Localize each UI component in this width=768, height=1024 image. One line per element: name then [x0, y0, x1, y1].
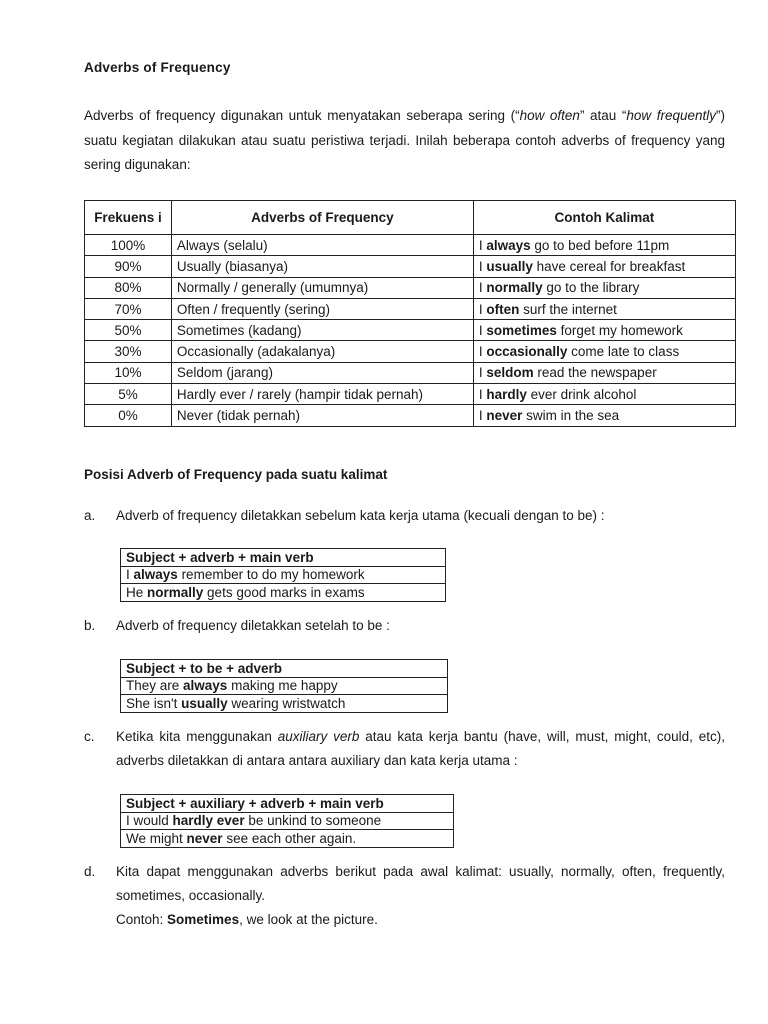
rule-example [121, 584, 446, 602]
example-cell [473, 320, 735, 341]
example-cell [473, 256, 735, 277]
example-bold: always [133, 567, 178, 583]
example-text: She isn't [126, 695, 182, 711]
list-item-text: Adverb of frequency diletakkan setelah to be : [116, 618, 390, 633]
frequency-table [84, 200, 736, 427]
example-text: ever drink alcohol [526, 386, 637, 402]
adverb-cell: Seldom (jarang) [171, 362, 473, 383]
example-text: , we look at the picture. [239, 912, 378, 927]
example-text: I would [126, 813, 173, 829]
example-cell [473, 277, 735, 298]
adverb-cell: Occasionally (adakalanya) [171, 341, 473, 362]
list-marker: d. [84, 864, 96, 879]
frequency-cell: 90% [85, 256, 172, 277]
adverb-cell: Hardly ever / rarely (hampir tidak pernah) [171, 384, 473, 405]
intro-paragraph [84, 104, 725, 178]
list-item-b [84, 614, 725, 638]
example-text: remember to do my homework [177, 567, 365, 583]
example-text: He [126, 584, 148, 600]
frequency-cell: 30% [85, 341, 172, 362]
list-item-text [116, 725, 725, 773]
rule-header-row [121, 549, 446, 567]
rule-header-row [121, 795, 454, 813]
frequency-cell: 50% [85, 320, 172, 341]
rule-example-row [121, 812, 454, 830]
list-marker: a. [84, 508, 96, 523]
frequency-cell: 5% [85, 384, 172, 405]
list-item-body [116, 860, 725, 932]
example-text: swim in the sea [522, 408, 620, 424]
example-label: Contoh: [116, 912, 168, 927]
rule-example-row [121, 830, 454, 848]
frequency-cell: 70% [85, 298, 172, 319]
header-example: Contoh Kalimat [473, 201, 735, 235]
example-cell [473, 362, 735, 383]
example-text: go to the library [542, 280, 640, 296]
list-item-a [84, 504, 725, 528]
table-row [85, 235, 736, 256]
frequency-table-header [85, 201, 736, 235]
intro-text: ”) suatu kegiatan dilakukan atau suatu peristiwa terjadi. Inilah beberapa contoh adverbs of frequency yang sering digunakan: [84, 108, 725, 172]
example-text: have cereal for breakfast [532, 258, 686, 274]
example-bold: always [183, 678, 228, 694]
example-text: I [478, 365, 487, 381]
example-bold: hardly ever [172, 813, 245, 829]
rule-example-row [121, 584, 446, 602]
intro-text: ” atau “ [579, 108, 627, 123]
list-item-text-part: Ketika kita menggunakan [116, 729, 278, 744]
example-cell [473, 405, 735, 426]
example-bold: normally [486, 280, 543, 296]
adverb-cell: Sometimes (kadang) [171, 320, 473, 341]
example-bold: usually [486, 258, 533, 274]
example-text: I [478, 280, 487, 296]
rule-table-b [120, 659, 448, 713]
example-cell [473, 384, 735, 405]
list-item-text: Adverb of frequency diletakkan sebelum kata kerja utama (kecuali dengan to be) : [116, 508, 605, 523]
intro-italic: how often [519, 108, 580, 123]
rule-formula: Subject + to be + adverb [121, 660, 448, 678]
adverb-cell: Usually (biasanya) [171, 256, 473, 277]
list-item-text: Kita dapat menggunakan adverbs berikut pada awal kalimat: usually, normally, often, frequently, sometimes, occasionally. [116, 864, 725, 903]
intro-italic: how frequently [626, 108, 716, 123]
example-cell [473, 235, 735, 256]
adverb-cell: Always (selalu) [171, 235, 473, 256]
intro-text: Adverbs of frequency digunakan untuk menyatakan seberapa sering (“ [84, 108, 520, 123]
example-cell [473, 298, 735, 319]
example-bold: Sometimes [167, 912, 240, 927]
list-marker: b. [84, 618, 96, 633]
table-row [85, 362, 736, 383]
example-bold: normally [147, 584, 204, 600]
list-item-text-part: atau kata kerja bantu (have, will, must, might, could, etc), adverbs diletakkan di antara antara auxiliary dan kata kerja utama : [116, 729, 725, 768]
table-row [85, 341, 736, 362]
list-marker: c. [84, 729, 95, 744]
example-text: I [478, 301, 487, 317]
example-text: forget my homework [556, 322, 683, 338]
frequency-cell: 10% [85, 362, 172, 383]
example-bold: never [186, 830, 223, 846]
example-bold: hardly [486, 386, 527, 402]
example-bold: sometimes [486, 322, 557, 338]
header-adverb: Adverbs of Frequency [171, 201, 473, 235]
example-text: surf the internet [519, 301, 617, 317]
rule-formula: Subject + auxiliary + adverb + main verb [121, 795, 454, 813]
example-cell [473, 341, 735, 362]
list-item-italic: auxiliary verb [277, 729, 360, 744]
adverb-cell: Never (tidak pernah) [171, 405, 473, 426]
rule-example-row [121, 566, 446, 584]
example-text: I [478, 322, 487, 338]
table-row [85, 256, 736, 277]
section-title: Posisi Adverb of Frequency pada suatu kalimat [84, 467, 388, 482]
example-text: read the newspaper [533, 365, 657, 381]
example-text: They are [126, 678, 184, 694]
example-text: see each other again. [222, 830, 357, 846]
rule-table-a [120, 548, 446, 602]
example-text: I [478, 344, 487, 360]
table-row [85, 298, 736, 319]
adverb-cell: Normally / generally (umumnya) [171, 277, 473, 298]
rule-example [121, 830, 454, 848]
list-item-d [84, 860, 725, 932]
example-text: I [478, 386, 487, 402]
rule-example [121, 695, 448, 713]
rule-table-c [120, 794, 454, 848]
example-text: We might [126, 830, 187, 846]
frequency-cell: 80% [85, 277, 172, 298]
table-row [85, 277, 736, 298]
example-text: gets good marks in exams [203, 584, 365, 600]
example-text: come late to class [567, 344, 680, 360]
rule-example [121, 677, 448, 695]
example-bold: never [486, 408, 523, 424]
example-bold: occasionally [486, 344, 568, 360]
example-text: I [478, 258, 487, 274]
rule-example-row [121, 677, 448, 695]
example-text: be unkind to someone [244, 813, 382, 829]
frequency-cell: 100% [85, 235, 172, 256]
header-frequency: Frekuens i [85, 201, 172, 235]
example-line [116, 908, 725, 932]
rule-example [121, 566, 446, 584]
table-row [85, 384, 736, 405]
example-text: I [126, 567, 134, 583]
example-text: go to bed before 11pm [530, 237, 670, 253]
list-item-c [84, 725, 725, 773]
rule-example [121, 812, 454, 830]
frequency-cell: 0% [85, 405, 172, 426]
example-bold: often [486, 301, 520, 317]
rule-formula: Subject + adverb + main verb [121, 549, 446, 567]
example-text: I [478, 237, 487, 253]
table-row [85, 320, 736, 341]
table-row [85, 405, 736, 426]
rule-header-row [121, 660, 448, 678]
example-text: wearing wristwatch [227, 695, 346, 711]
document-title: Adverbs of Frequency [84, 60, 231, 75]
adverb-cell: Often / frequently (sering) [171, 298, 473, 319]
example-bold: seldom [486, 365, 534, 381]
example-text: making me happy [227, 678, 338, 694]
example-bold: always [486, 237, 531, 253]
example-text: I [478, 408, 487, 424]
example-bold: usually [181, 695, 228, 711]
rule-example-row [121, 695, 448, 713]
